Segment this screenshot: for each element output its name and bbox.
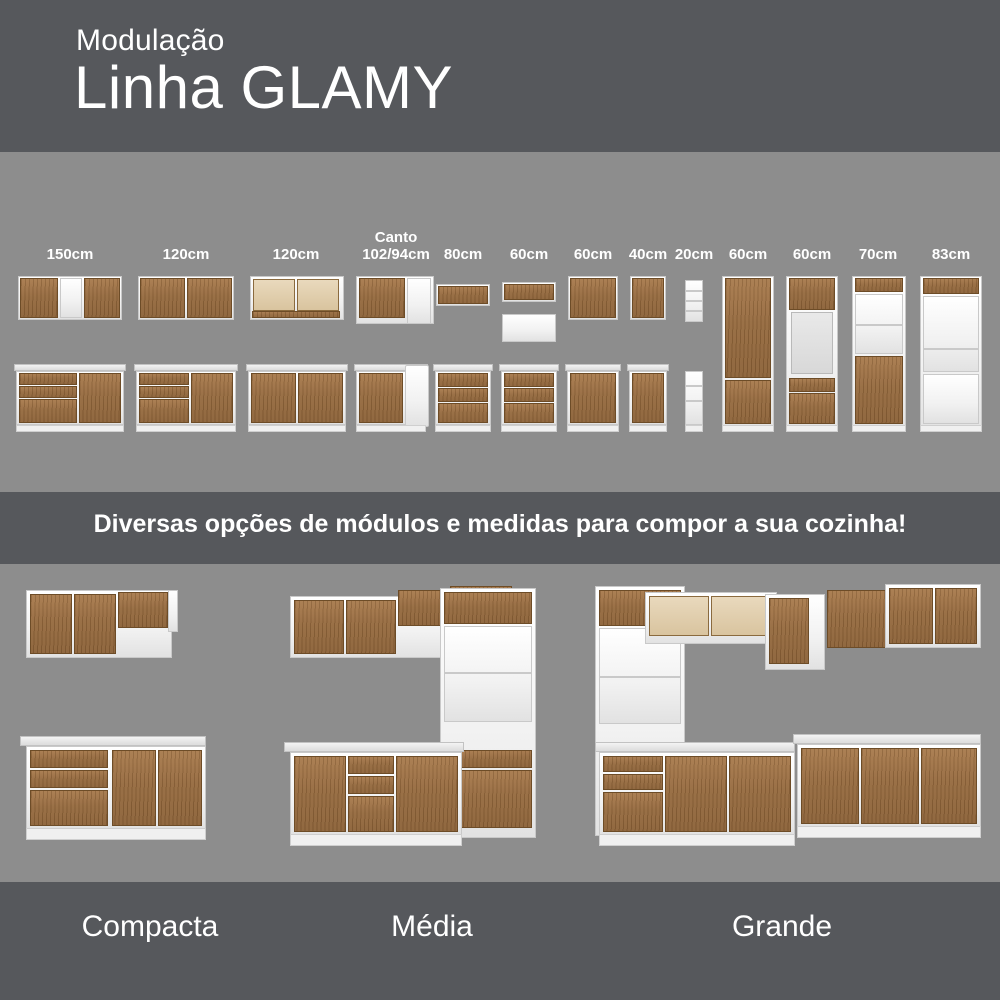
upper-flip-door xyxy=(504,284,554,300)
compacta-plinth xyxy=(26,828,206,840)
upper-bottom-rail xyxy=(252,311,340,318)
countertop xyxy=(627,364,669,371)
tower-door-bottom xyxy=(789,393,835,424)
module-label: 40cm xyxy=(628,246,668,263)
layout-label-media: Média xyxy=(391,910,473,943)
base-plinth xyxy=(501,425,557,432)
layout-label-grande: Grande xyxy=(731,910,833,943)
upper-door-left xyxy=(20,278,58,318)
media-base-door-1 xyxy=(294,756,346,832)
base-drawer-3 xyxy=(504,403,554,423)
grande-upper-glass-door-1 xyxy=(649,596,709,636)
niche-shelf xyxy=(856,324,902,326)
shelf-line xyxy=(686,310,702,312)
grande-upper-right-door-3 xyxy=(935,588,977,644)
grande-upper-corner-door-front xyxy=(769,598,809,664)
module-item-60cm-b xyxy=(562,152,624,492)
grande-countertop-right xyxy=(793,734,981,744)
base-door xyxy=(632,373,664,423)
base-drawer-2 xyxy=(19,386,77,398)
countertop xyxy=(433,364,493,371)
module-item-150cm xyxy=(10,152,130,492)
base-drawer-1 xyxy=(139,373,189,385)
base-door-left xyxy=(139,399,189,423)
media-base-door-2 xyxy=(348,796,394,832)
upper-flip-door xyxy=(438,286,488,304)
shelf-line xyxy=(686,290,702,292)
module-label: 60cm xyxy=(728,246,768,263)
module-item-canto xyxy=(350,152,442,492)
grande-base-left-door-2 xyxy=(665,756,727,832)
upper-door xyxy=(632,278,664,318)
tall-top-panel xyxy=(855,278,903,292)
base-plinth xyxy=(435,425,491,432)
module-label: 120cm xyxy=(162,246,210,263)
media-base-door-3 xyxy=(396,756,458,832)
corner-upper-door xyxy=(359,278,405,318)
base-drawer-2 xyxy=(504,388,554,402)
module-label: 60cm xyxy=(509,246,549,263)
upper-glass-door-right xyxy=(297,279,339,311)
grande-countertop-left xyxy=(595,742,795,752)
corner-base-return xyxy=(405,365,429,427)
upper-door-right xyxy=(84,278,120,318)
compacta-base-door-far xyxy=(158,750,202,826)
tower-appliance-niche xyxy=(791,312,833,374)
kitchen-compacta xyxy=(0,564,290,882)
media-countertop xyxy=(284,742,464,752)
corner-plinth xyxy=(356,425,426,432)
compacta-base-drawer-2 xyxy=(30,770,108,788)
shelf-line xyxy=(686,300,702,302)
media-plinth xyxy=(290,834,462,846)
kitchen-media xyxy=(280,564,570,882)
base-door-right xyxy=(191,373,233,423)
base-door-left xyxy=(251,373,296,423)
compacta-upper-door-2 xyxy=(74,594,116,654)
module-item-60cm-oven-tower xyxy=(780,152,844,492)
countertop xyxy=(246,364,348,371)
countertop xyxy=(134,364,238,371)
niche-shelf xyxy=(924,348,978,350)
kitchen-layouts-band xyxy=(0,564,1000,882)
compacta-upper-door-1 xyxy=(30,594,72,654)
base-plinth xyxy=(136,425,236,432)
upper-door xyxy=(570,278,616,318)
tall-lower-panel xyxy=(923,374,979,424)
shelf-line xyxy=(686,385,702,387)
upper-door-right xyxy=(187,278,232,318)
grande-base-left-door-3 xyxy=(729,756,791,832)
base-drawer-1 xyxy=(19,373,77,385)
countertop xyxy=(14,364,126,371)
grande-plinth-left xyxy=(599,834,795,846)
base-drawer-1 xyxy=(504,373,554,387)
grande-base-right-door-1 xyxy=(801,748,859,824)
module-label: 83cm xyxy=(931,246,971,263)
module-label: 70cm xyxy=(858,246,898,263)
compacta-countertop xyxy=(20,736,206,746)
tall-plinth xyxy=(920,425,982,432)
open-niche-body xyxy=(502,314,556,342)
grande-upper-right-door-2 xyxy=(889,588,933,644)
base-drawer-2 xyxy=(438,388,488,402)
base-door xyxy=(570,373,616,423)
module-item-40cm xyxy=(624,152,672,492)
base-door-right xyxy=(298,373,343,423)
module-label: 20cm xyxy=(674,246,714,263)
footer-band xyxy=(0,882,1000,1000)
module-item-70cm-tall xyxy=(844,152,912,492)
grande-upper-glass-door-2 xyxy=(711,596,773,636)
base-drawer-2 xyxy=(139,386,189,398)
media-tower-door-top xyxy=(444,592,532,624)
base-plinth xyxy=(629,425,667,432)
grande-base-left-drawer-2 xyxy=(603,774,663,790)
module-item-120cm-glass xyxy=(242,152,350,492)
kitchen-grande xyxy=(565,564,1000,882)
base-drawer-1 xyxy=(438,373,488,387)
module-label-line1: Canto xyxy=(374,229,418,246)
module-item-80cm xyxy=(430,152,496,492)
modules-band xyxy=(0,152,1000,492)
module-label xyxy=(362,230,430,264)
tall-plinth xyxy=(722,425,774,432)
grande-upper-right-door-1 xyxy=(827,590,887,648)
tower-door-top xyxy=(789,278,835,310)
media-tower-shelf xyxy=(445,672,531,674)
media-upper-door-2 xyxy=(346,600,396,654)
compacta-upper-side xyxy=(168,590,178,632)
media-base-drawer-2 xyxy=(348,776,394,794)
tall-open-niche xyxy=(923,296,979,372)
grande-base-right-door-2 xyxy=(861,748,919,824)
base-door-left xyxy=(19,399,77,423)
grande-base-left-drawer-1 xyxy=(603,756,663,772)
grande-base-right-door-3 xyxy=(921,748,977,824)
compacta-base-door-right xyxy=(112,750,156,826)
module-label: 60cm xyxy=(792,246,832,263)
module-label: 150cm xyxy=(46,246,94,263)
base-drawer-3 xyxy=(438,403,488,423)
grande-base-left-door-1 xyxy=(603,792,663,832)
media-tower-niche xyxy=(444,626,532,722)
tower-plinth xyxy=(786,425,838,432)
caption-text: Diversas opções de módulos e medidas para compor a sua cozinha! xyxy=(93,510,907,538)
base-bottle-rack xyxy=(685,371,703,425)
countertop xyxy=(499,364,559,371)
compacta-upper-door-3 xyxy=(118,592,168,628)
tower-drawer-1 xyxy=(789,378,835,392)
upper-door-left xyxy=(140,278,185,318)
tall-door-lower xyxy=(855,356,903,424)
tall-top-panel xyxy=(923,278,979,294)
upper-niche xyxy=(60,278,82,318)
base-door-right xyxy=(79,373,121,423)
corner-upper-return xyxy=(407,278,431,324)
corner-base-door xyxy=(359,373,403,423)
base-plinth xyxy=(248,425,346,432)
tall-door-lower xyxy=(725,380,771,424)
grande-tower-shelf xyxy=(600,676,680,678)
media-upper-door-1 xyxy=(294,600,344,654)
page-title: Linha GLAMY xyxy=(74,54,454,121)
header-subtitle: Modulação xyxy=(76,24,225,57)
module-label: 60cm xyxy=(573,246,613,263)
caption-band xyxy=(0,492,1000,564)
shelf-line xyxy=(686,400,702,402)
compacta-base-drawer-1 xyxy=(30,750,108,768)
module-item-60cm-tall xyxy=(716,152,780,492)
module-label-line2: 102/94cm xyxy=(362,245,430,263)
media-base-drawer-1 xyxy=(348,756,394,774)
module-item-20cm xyxy=(672,152,716,492)
base-plinth xyxy=(685,425,703,432)
module-label: 80cm xyxy=(443,246,483,263)
base-plinth xyxy=(16,425,124,432)
compacta-base-door-left xyxy=(30,790,108,826)
module-item-60cm-a xyxy=(496,152,562,492)
header-band xyxy=(0,0,1000,152)
module-label: 120cm xyxy=(272,246,320,263)
module-item-83cm-tall xyxy=(912,152,990,492)
base-plinth xyxy=(567,425,619,432)
tall-plinth xyxy=(852,425,906,432)
layout-label-compacta: Compacta xyxy=(81,910,219,943)
countertop xyxy=(565,364,621,371)
tall-door-upper xyxy=(725,278,771,378)
module-item-120cm-a xyxy=(130,152,242,492)
upper-glass-door-left xyxy=(253,279,295,311)
grande-plinth-right xyxy=(797,826,981,838)
